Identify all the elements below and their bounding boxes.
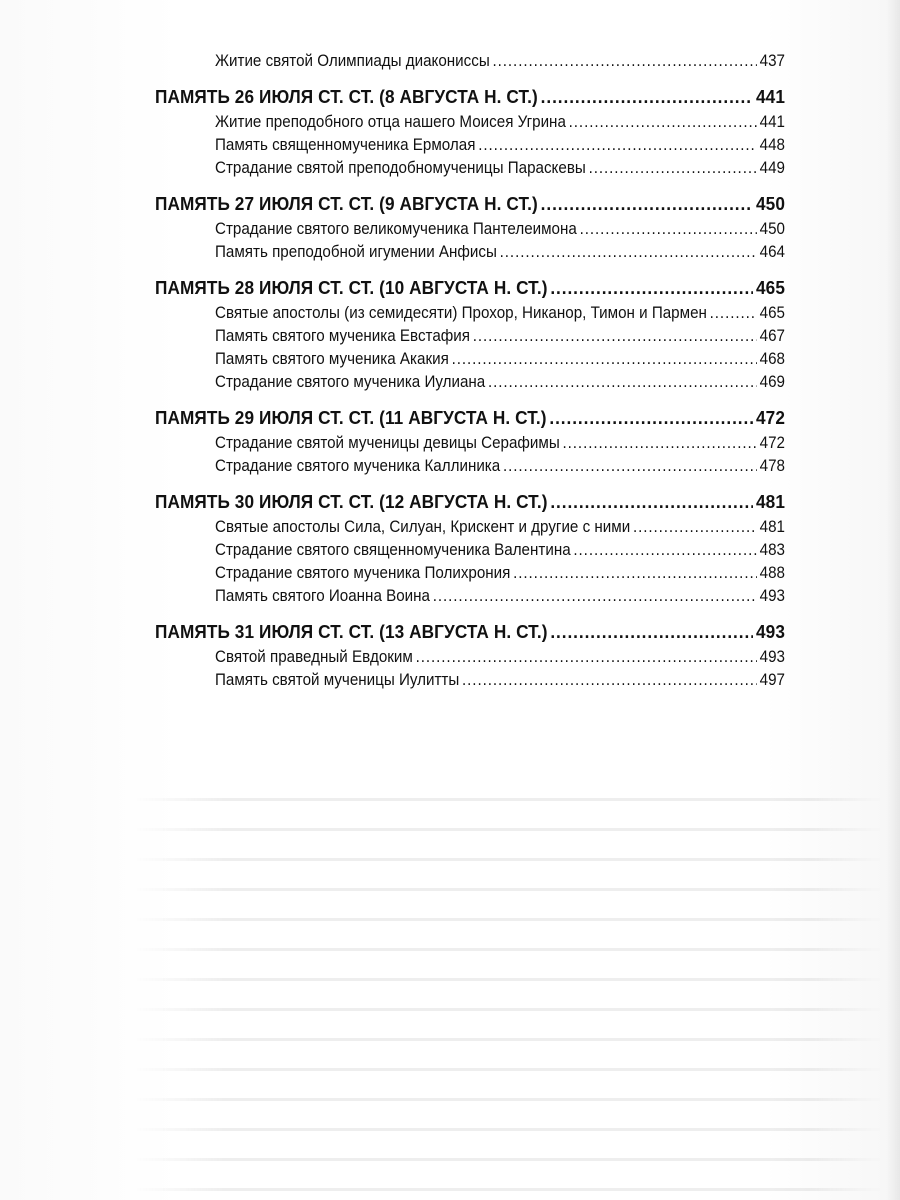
toc-section-heading [155,616,785,648]
entry-title: Святые апостолы Сила, Силуан, Крискент и другие с ними [215,518,631,536]
toc-entry [215,373,785,396]
page-number: 441 [759,113,785,131]
dot-leader [549,407,753,429]
toc-entry [215,327,785,350]
page-number: 464 [759,243,785,261]
toc-section-heading [155,188,785,220]
table-of-contents [155,52,785,694]
entry-title: Страдание святого великомученика Пантелеимона [215,220,577,238]
toc-entry [215,243,785,266]
toc-entry [215,564,785,587]
dot-leader [493,52,757,71]
page-edge-shadow [886,0,900,1200]
dot-leader [452,350,757,369]
dot-leader [488,373,757,392]
section-title: ПАМЯТЬ 28 ИЮЛЯ СТ. СТ. (10 АВГУСТА Н. СТ.) [155,277,548,298]
toc-entry [215,113,785,136]
toc-entry [215,541,785,564]
entry-title: Житие преподобного отца нашего Моисея Угрина [215,113,566,131]
page-number: 481 [755,491,785,512]
dot-leader [462,671,757,690]
page-number: 478 [759,457,785,475]
page-number: 437 [759,52,785,70]
dot-leader [433,587,757,606]
dot-leader [563,434,757,453]
toc-entry [215,159,785,182]
section-title: ПАМЯТЬ 30 ИЮЛЯ СТ. СТ. (12 АВГУСТА Н. СТ.) [155,491,548,512]
toc-entry [215,518,785,541]
toc-entry [215,304,785,327]
toc-entry [215,671,785,694]
dot-leader [478,136,757,155]
entry-title: Страдание святого священномученика Валентина [215,541,571,559]
page-number: 481 [759,518,785,536]
dot-leader [633,518,757,537]
page-number: 441 [755,86,785,107]
dot-leader [541,193,754,215]
section-title: ПАМЯТЬ 31 ИЮЛЯ СТ. СТ. (13 АВГУСТА Н. СТ.) [155,621,548,642]
section-title: ПАМЯТЬ 26 ИЮЛЯ СТ. СТ. (8 АВГУСТА Н. СТ.) [155,86,538,107]
section-title: ПАМЯТЬ 29 ИЮЛЯ СТ. СТ. (11 АВГУСТА Н. СТ.) [155,407,547,428]
toc-entry [215,434,785,457]
dot-leader [710,304,757,323]
dot-leader [569,113,757,132]
page-number: 465 [755,277,785,298]
dot-leader [589,159,757,178]
page-number: 493 [759,648,785,666]
entry-title: Память преподобной игумении Анфисы [215,243,497,261]
dot-leader [503,457,757,476]
page-number: 465 [759,304,785,322]
entry-title: Память святого мученика Акакия [215,350,449,368]
dot-leader [550,621,753,643]
page-number: 493 [759,587,785,605]
dot-leader [500,243,757,262]
dot-leader [473,327,757,346]
page-number: 493 [755,621,785,642]
toc-entry [215,52,785,75]
toc-section-heading [155,486,785,518]
page-number: 450 [755,193,785,214]
toc-entry [215,457,785,480]
page-number: 469 [759,373,785,391]
page-number: 449 [759,159,785,177]
entry-title: Страдание святой мученицы девицы Серафимы [215,434,560,452]
dot-leader [513,564,757,583]
entry-title: Страдание святого мученика Каллиника [215,457,501,475]
toc-entry [215,136,785,159]
page-number: 467 [759,327,785,345]
entry-title: Житие святой Олимпиады диакониссы [215,52,490,70]
dot-leader [580,220,757,239]
entry-title: Память святого мученика Евстафия [215,327,470,345]
toc-section-heading [155,272,785,304]
section-title: ПАМЯТЬ 27 ИЮЛЯ СТ. СТ. (9 АВГУСТА Н. СТ.) [155,193,538,214]
entry-title: Память святой мученицы Иулитты [215,671,460,689]
dot-leader [416,648,757,667]
page-number: 472 [759,434,785,452]
entry-title: Святой праведный Евдоким [215,648,413,666]
entry-title: Святые апостолы (из семидесяти) Прохор, Никанор, Тимон и Пармен [215,304,707,322]
page-number: 497 [759,671,785,689]
entry-title: Память святого Иоанна Воина [215,587,430,605]
page-number: 450 [759,220,785,238]
entry-title: Память священномученика Ермолая [215,136,476,154]
entry-title: Страдание святого мученика Полихрония [215,564,511,582]
page-number: 448 [759,136,785,154]
toc-section-heading [155,81,785,113]
dot-leader [541,86,754,108]
dot-leader [573,541,756,560]
show-through-text [0,780,900,1200]
dot-leader [550,277,753,299]
toc-entry [215,350,785,373]
toc-section-heading [155,402,785,434]
toc-entry [215,648,785,671]
dot-leader [550,491,753,513]
toc-entry [215,587,785,610]
entry-title: Страдание святого мученика Иулиана [215,373,486,391]
page-number: 468 [759,350,785,368]
page-number: 483 [759,541,785,559]
page-number: 472 [755,407,785,428]
entry-title: Страдание святой преподобномученицы Параскевы [215,159,586,177]
toc-entry [215,220,785,243]
page-number: 488 [759,564,785,582]
